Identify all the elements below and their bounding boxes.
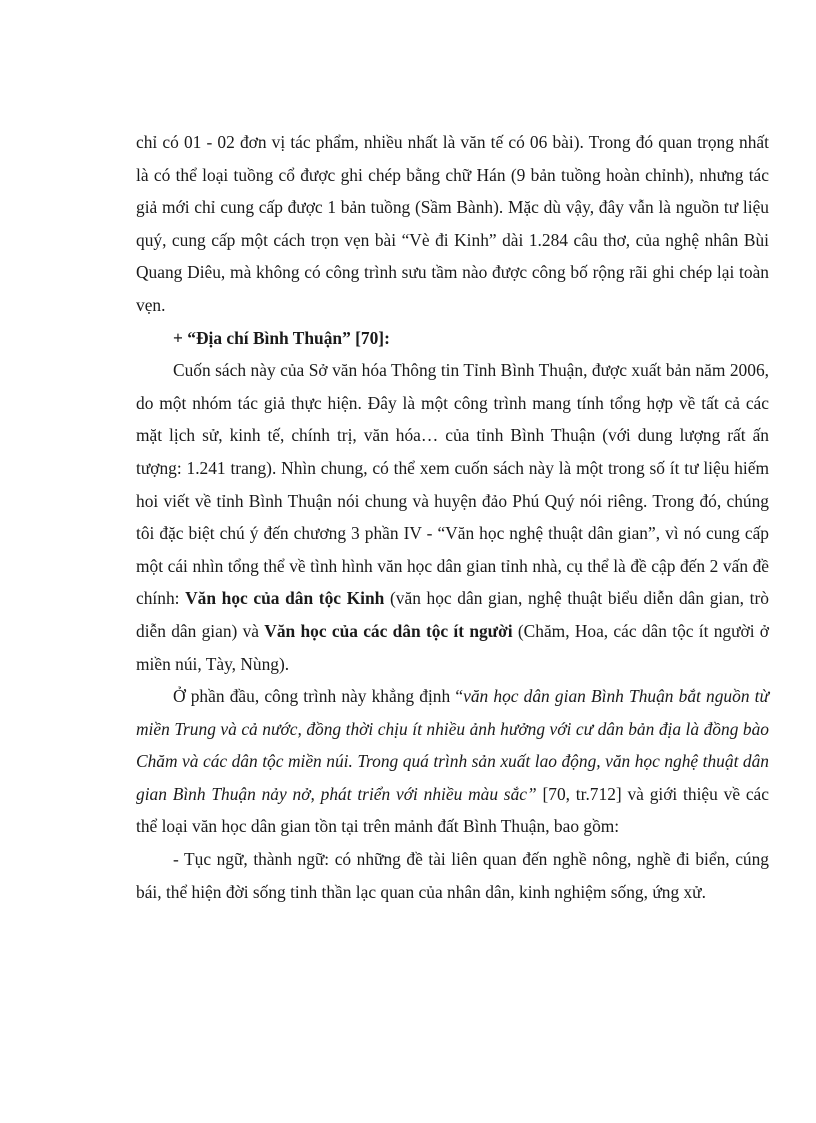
bold-term-minorities: Văn học của các dân tộc ít người xyxy=(264,620,513,641)
document-page xyxy=(136,126,769,908)
section-heading: + “Địa chí Bình Thuận” [70]: xyxy=(173,327,390,348)
paragraph-text: Ở phần đầu, công trình này khẳng định “ xyxy=(173,686,464,707)
paragraph-text: [70, tr.712] và giới thiệu về các thể loại văn học dân gian tồn tại trên mảnh đất Bình Thuận, bao gồm: xyxy=(136,783,769,837)
italic-quote: văn học dân gian Bình Thuận bắt nguồn từ miền Trung và cả nước, đồng thời chịu ít nhiều ảnh hưởng với cư dân bản địa là đồng bào Chăm và các dân tộc miền núi. Trong quá trình sản xuất lao động, văn học nghệ thuật dân gian Bình Thuận nảy nở, phát triển với nhiều màu sắc” xyxy=(136,686,769,804)
paragraph-continuation: chỉ có 01 - 02 đơn vị tác phẩm, nhiều nhất là văn tế có 06 bài). Trong đó quan trọng nhất là có thể loại tuồng cổ được ghi chép bằng chữ Hán (9 bản tuồng hoàn chỉnh), nhưng tác giả mới chỉ cung cấp được 1 bản tuồng (Sầm Bành). Mặc dù vậy, đây vẫn là nguồn tư liệu quý, cung cấp một cách trọn vẹn bài “Vè đi Kinh” dài 1.284 câu thơ, của nghệ nhân Bùi Quang Diêu, mà không có công trình sưu tầm nào được công bố rộng rãi ghi chép lại toàn vẹn. xyxy=(136,132,769,315)
paragraph-book-description xyxy=(136,354,769,680)
paragraph-quotation xyxy=(136,680,769,843)
list-item-proverbs: - Tục ngữ, thành ngữ: có những đề tài liên quan đến nghề nông, nghề đi biển, cúng bái, thể hiện đời sống tinh thần lạc quan của nhân dân, kinh nghiệm sống, ứng xử. xyxy=(136,849,769,902)
paragraph-text: (Chăm, Hoa, các dân tộc ít người ở miền núi, Tày, Nùng). xyxy=(136,620,770,674)
paragraph-text: Cuốn sách này của Sở văn hóa Thông tin Tỉnh Bình Thuận, được xuất bản năm 2006, do một nhóm tác giả thực hiện. Đây là một công trình mang tính tổng hợp về tất cả các mặt lịch sử, kinh tế, chính trị, văn hóa… của tỉnh Bình Thuận (với dung lượng rất ấn tượng: 1.241 trang). Nhìn chung, có thể xem cuốn sách này là một trong số ít tư liệu hiếm hoi viết về tỉnh Bình Thuận nói chung và huyện đảo Phú Quý nói riêng. Trong đó, chúng tôi đặc biệt chú ý đến chương 3 phần IV - “Văn học nghệ thuật dân gian”, vì nó cung cấp một cái nhìn tổng thể về tình hình văn học dân gian tỉnh nhà, cụ thể là đề cập đến 2 vấn đề chính: xyxy=(136,360,769,609)
paragraph-text: (văn học dân gian, nghệ thuật biểu diễn dân gian, trò diễn dân gian) và xyxy=(136,588,769,641)
bold-term-kinh: Văn học của dân tộc Kinh xyxy=(185,588,385,609)
